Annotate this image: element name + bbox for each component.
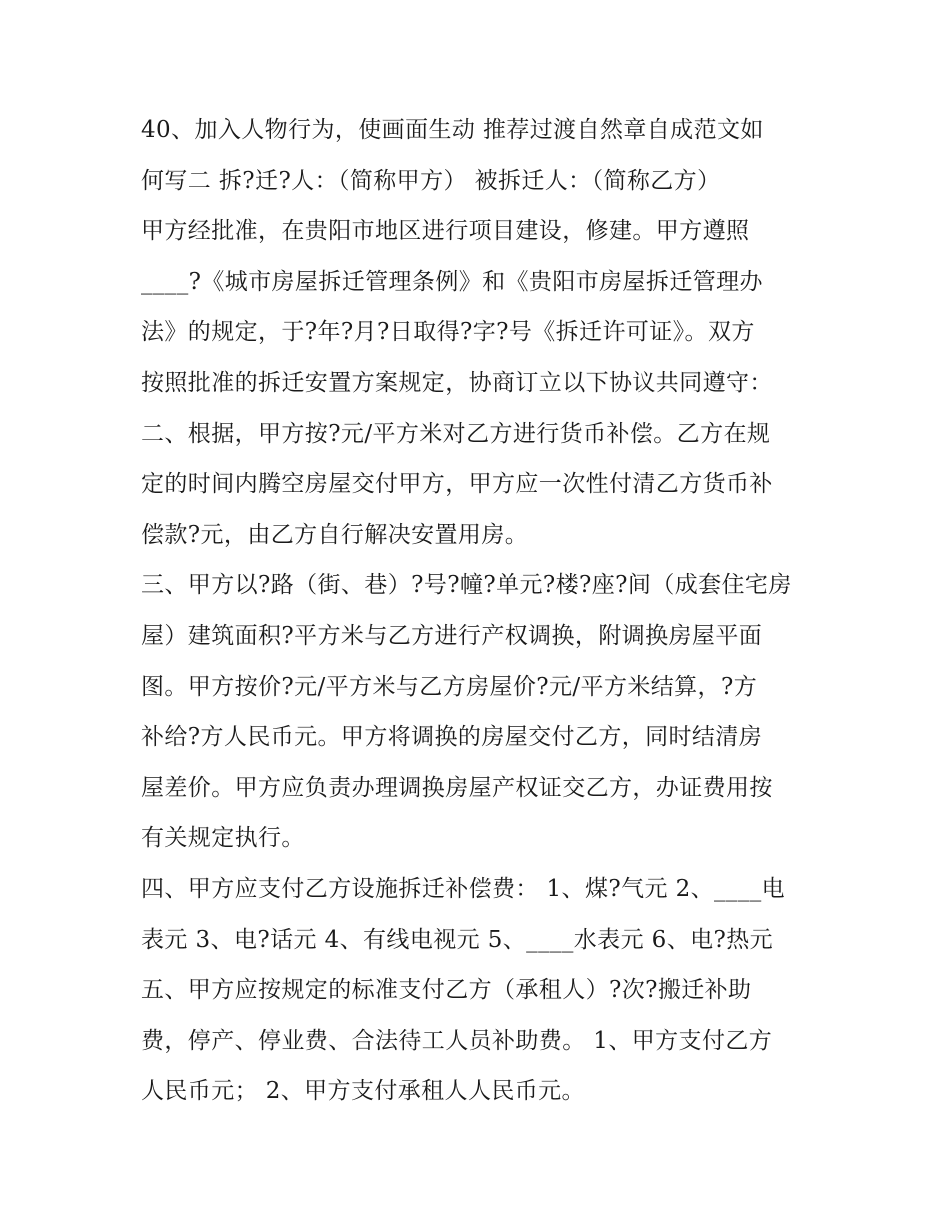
text-line: 四、甲方应支付乙方设施拆迁补偿费： 1、煤?气元 2、____电 xyxy=(141,875,786,902)
text-line: 补给?方人民币元。甲方将调换的房屋交付乙方，同时结清房 xyxy=(141,724,763,751)
text-line: 法》的规定，于?年?月?日取得?字?号《拆迁许可证》。双方 xyxy=(141,319,755,346)
text-line: 40、加入人物行为，使画面生动 推荐过渡自然章自成范文如 xyxy=(141,117,764,143)
text-line: 图。甲方按价?元/平方米与乙方房屋价?元/平方米结算，?方 xyxy=(141,673,758,700)
text-line: 三、甲方以?路（街、巷）?号?幢?单元?楼?座?间（成套住宅房 xyxy=(141,572,792,599)
text-line: 五、甲方应按规定的标准支付乙方（承租人）?次?搬迁补助 xyxy=(141,977,752,1004)
text-line: 表元 3、电?话元 4、有线电视元 5、____水表元 6、电?热元 xyxy=(141,926,774,953)
text-line: 有关规定执行。 xyxy=(141,825,305,852)
text-line: 屋）建筑面积?平方米与乙方进行产权调换，附调换房屋平面 xyxy=(141,622,763,649)
text-line: 二、根据，甲方按?元/平方米对乙方进行货币补偿。乙方在规 xyxy=(141,420,771,447)
text-line: 定的时间内腾空房屋交付甲方，甲方应一次性付清乙方货币补 xyxy=(141,471,773,498)
text-line: 人民币元； 2、甲方支付承租人人民币元。 xyxy=(141,1078,585,1105)
text-line: 费，停产、停业费、合法待工人员补助费。 1、甲方支付乙方 xyxy=(141,1027,773,1054)
text-line: 甲方经批准，在贵阳市地区进行项目建设，修建。甲方遵照 xyxy=(141,218,750,245)
body-text xyxy=(141,105,831,1117)
text-line: 屋差价。甲方应负责办理调换房屋产权证交乙方，办证费用按 xyxy=(141,774,773,801)
text-line: 何写二 拆?迁?人：（简称甲方） 被拆迁人：（简称乙方） xyxy=(141,167,721,194)
text-line: 按照批准的拆迁安置方案规定，协商订立以下协议共同遵守： xyxy=(141,369,773,396)
text-line: 偿款?元，由乙方自行解决安置用房。 xyxy=(141,521,529,548)
text-line: ____?《城市房屋拆迁管理条例》和《贵阳市房屋拆迁管理办 xyxy=(141,268,763,295)
